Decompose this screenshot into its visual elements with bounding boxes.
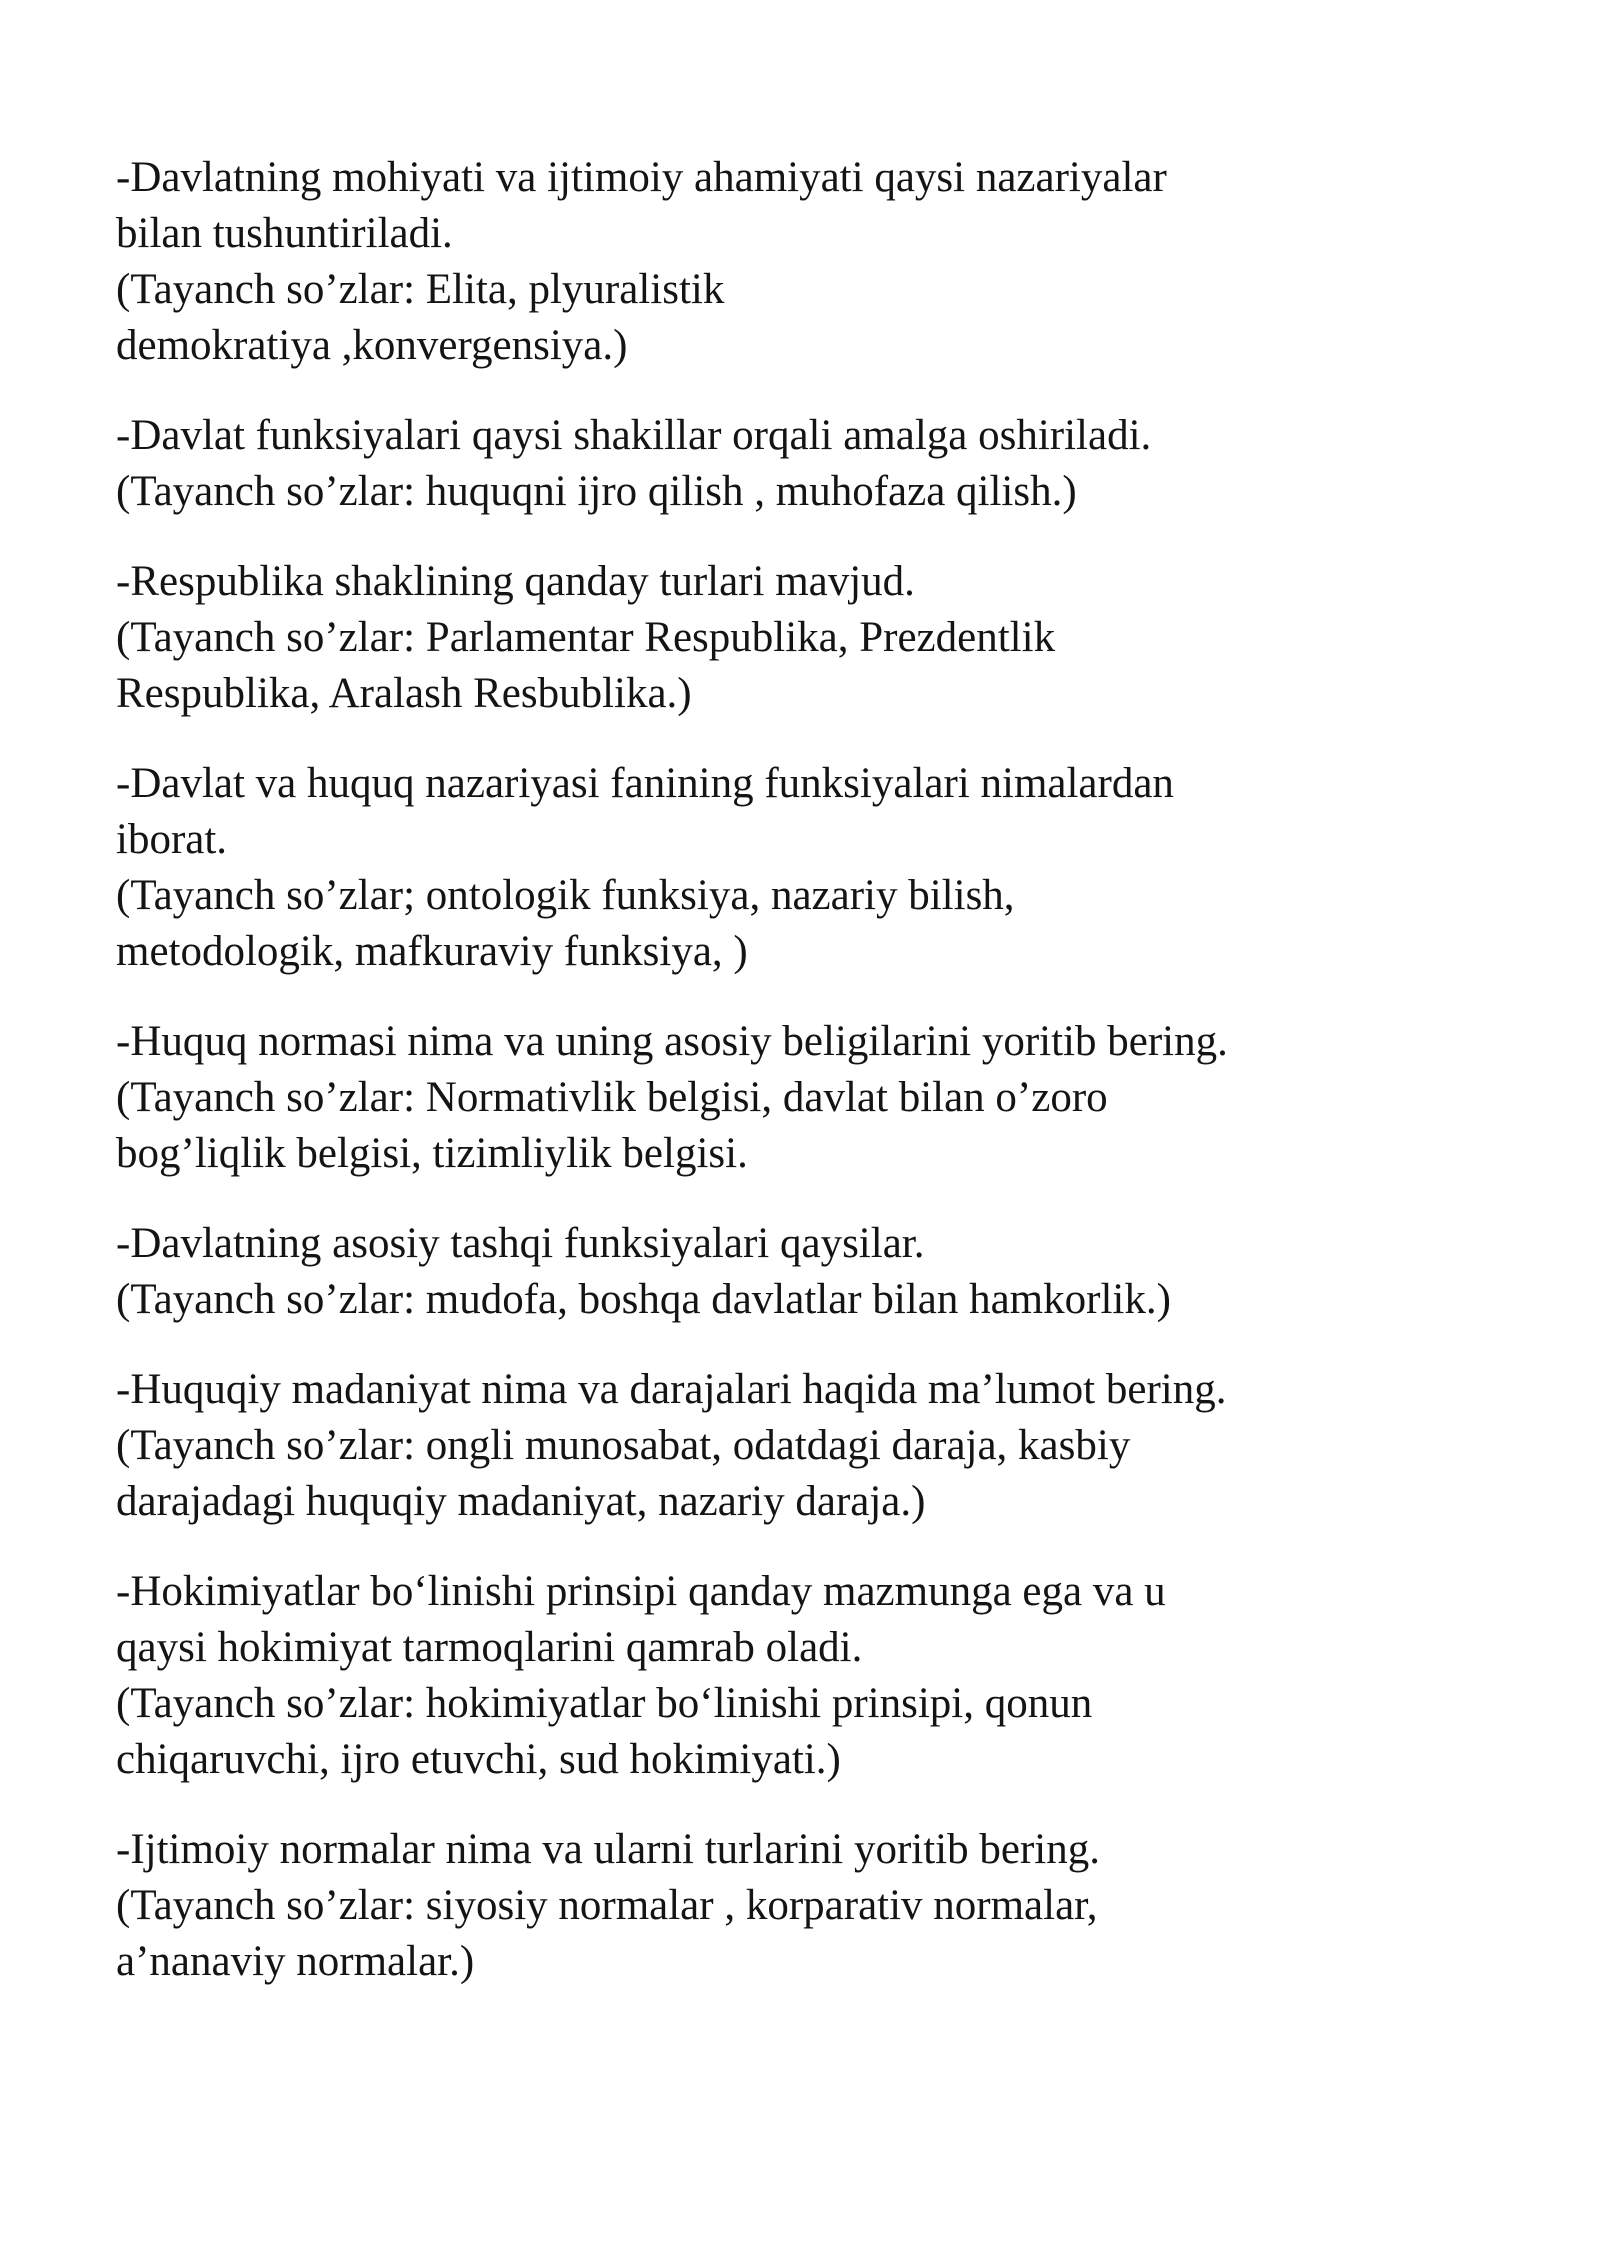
question-line: -Huquqiy madaniyat nima va darajalari haqida ma’lumot bering. [116,1366,1227,1413]
question-line: -Davlatning asosiy tashqi funksiyalari qaysilar. [116,1220,925,1267]
document-page [116,150,1446,2024]
keywords-line: a’nanaviy normalar.) [116,1938,475,1985]
question-block [116,1014,1446,1182]
keywords-line: (Tayanch so’zlar: Normativlik belgisi, davlat bilan o’zoro [116,1074,1108,1121]
question-line: -Hokimiyatlar bo‘linishi prinsipi qanday mazmunga ega va u [116,1568,1166,1615]
question-line: -Ijtimoiy normalar nima va ularni turlarini yoritib bering. [116,1826,1100,1873]
keywords-line: demokratiya ,konvergensiya.) [116,322,628,369]
keywords-line: (Tayanch so’zlar: Parlamentar Respublika, Prezdentlik [116,614,1056,661]
question-block [116,1216,1446,1328]
keywords-line: (Tayanch so’zlar: ongli munosabat, odatdagi daraja, kasbiy [116,1422,1131,1469]
keywords-line: chiqaruvchi, ijro etuvchi, sud hokimiyati.) [116,1736,841,1783]
keywords-line: (Tayanch so’zlar: siyosiy normalar , korparativ normalar, [116,1882,1098,1929]
question-line: -Respublika shaklining qanday turlari mavjud. [116,558,915,605]
question-block [116,1564,1446,1788]
question-block [116,756,1446,980]
question-line: -Davlatning mohiyati va ijtimoiy ahamiyati qaysi nazariyalar [116,154,1167,201]
keywords-line: bog’liqlik belgisi, tizimliylik belgisi. [116,1130,748,1177]
keywords-line: Respublika, Aralash Resbublika.) [116,670,692,717]
keywords-line: (Tayanch so’zlar: Elita, plyuralistik [116,266,725,313]
keywords-line: (Tayanch so’zlar; ontologik funksiya, nazariy bilish, [116,872,1015,919]
question-block [116,554,1446,722]
question-block [116,1362,1446,1530]
question-block [116,150,1446,374]
question-block [116,1822,1446,1990]
question-line: iborat. [116,816,228,863]
keywords-line: (Tayanch so’zlar: huquqni ijro qilish , muhofaza qilish.) [116,468,1077,515]
question-line: qaysi hokimiyat tarmoqlarini qamrab oladi. [116,1624,863,1671]
keywords-line: darajadagi huquqiy madaniyat, nazariy daraja.) [116,1478,926,1525]
keywords-line: metodologik, mafkuraviy funksiya, ) [116,928,748,975]
question-block [116,408,1446,520]
question-line: -Davlat funksiyalari qaysi shakillar orqali amalga oshiriladi. [116,412,1152,459]
question-line: bilan tushuntiriladi. [116,210,453,257]
question-line: -Huquq normasi nima va uning asosiy beligilarini yoritib bering. [116,1018,1228,1065]
question-line: -Davlat va huquq nazariyasi fanining funksiyalari nimalardan [116,760,1174,807]
keywords-line: (Tayanch so’zlar: hokimiyatlar bo‘linishi prinsipi, qonun [116,1680,1093,1727]
keywords-line: (Tayanch so’zlar: mudofa, boshqa davlatlar bilan hamkorlik.) [116,1276,1171,1323]
